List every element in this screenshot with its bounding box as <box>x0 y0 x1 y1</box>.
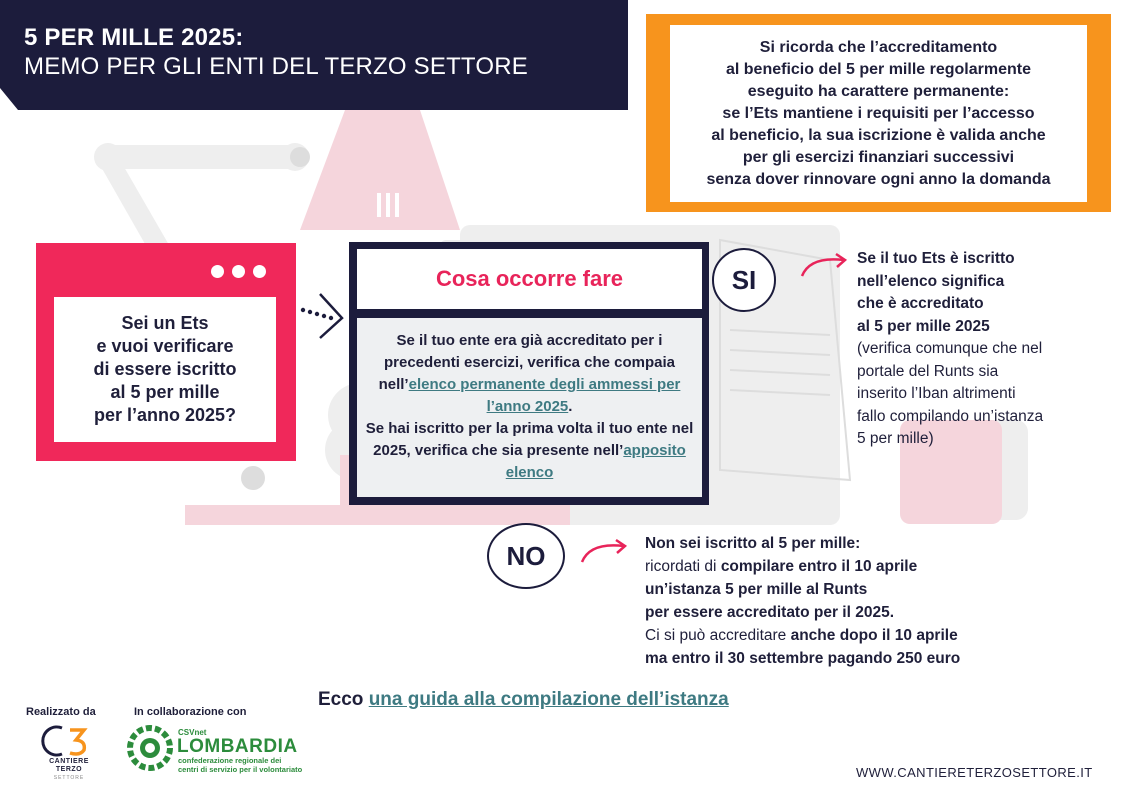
no-line-5-pre: Ci si può accreditare <box>645 627 791 644</box>
no-line-5-bold: anche dopo il 10 aprile <box>790 627 958 644</box>
no-line-3: un’istanza 5 per mille al Runts <box>645 581 868 598</box>
dotted-chevron-icon <box>300 290 346 340</box>
steps-paragraph-2 <box>357 418 702 484</box>
steps-p2-text: Se hai iscritto per la prima volta il tuo ente nel 2025, verifica che sia presente nell’ <box>365 420 694 459</box>
page-title: 5 PER MILLE 2025: <box>24 24 244 51</box>
steps-paragraph-1 <box>357 330 702 418</box>
yes-note-text: (verifica comunque che nel portale del Runts sia inserito l’Iban altrimenti fallo compilando un’istanza 5 per mille) <box>857 340 1044 447</box>
no-line-4: per essere accreditato per il 2025. <box>645 604 895 621</box>
steps-p1-end: . <box>568 398 573 415</box>
guide-line <box>318 689 729 711</box>
collaboration-label: In collaborazione con <box>134 706 247 718</box>
cantiere-logo-text: CANTIERE TERZO <box>49 758 89 773</box>
page-subtitle: MEMO PER GLI ENTI DEL TERZO SETTORE <box>24 53 528 80</box>
question-text: Sei un Ets e vuoi verificare di essere iscritto al 5 per mille per l’anno 2025? <box>93 313 237 425</box>
csvnet-lombardia-label: LOMBARDIA <box>177 736 298 757</box>
steps-body <box>357 318 702 497</box>
guide-pre: Ecco <box>318 689 369 710</box>
no-line-6: ma entro il 30 settembre pagando 250 euro <box>645 650 961 667</box>
reminder-text: Si ricorda che l’accreditamento al beneficio del 5 per mille regolarmente eseguito ha carattere permanente: se l’Ets mantiene i requisiti per l’accesso al beneficio, la sua iscrizione è valida anche per gli esercizi finanziari successivi senza dover rinnovare ogni anno la domanda <box>706 38 1051 188</box>
csvnet-label: CSVnet <box>178 728 207 737</box>
yes-arrow-icon <box>800 252 850 280</box>
cantiere-logo-subtext: SETTORE <box>53 775 85 781</box>
no-explanation <box>645 532 1065 670</box>
guide-link[interactable]: una guida alla compilazione dell’istanza <box>368 689 729 710</box>
window-dot-icon <box>211 265 224 278</box>
no-line-2-pre: ricordati di <box>645 558 721 575</box>
no-line-2 <box>645 555 1065 578</box>
window-dot-icon <box>253 265 266 278</box>
steps-p1-text: Se il tuo ente era già accreditato per i precedenti esercizi, verifica che compaia nell’ <box>378 332 675 393</box>
csvnet-logo-icon <box>126 724 174 772</box>
website-url: WWW.CANTIERETERZOSETTORE.IT <box>856 765 1093 780</box>
question-box <box>54 297 276 442</box>
window-dots-icon <box>211 265 266 278</box>
question-window <box>36 243 296 461</box>
csvnet-description: confederazione regionale dei centri di servizio per il volontariato <box>178 756 303 774</box>
no-arrow-icon <box>580 538 630 566</box>
reminder-box <box>670 25 1087 202</box>
window-dot-icon <box>232 265 245 278</box>
no-line-5 <box>645 624 1065 647</box>
yes-explanation <box>857 248 1107 451</box>
specific-list-link[interactable]: apposito elenco <box>505 442 686 481</box>
yes-badge: SI <box>712 248 776 312</box>
permanent-list-link[interactable]: elenco permanente degli ammessi per l’anno 2025 <box>408 376 681 415</box>
steps-title-box <box>357 249 702 309</box>
no-line-1: Non sei iscritto al 5 per mille: <box>645 535 861 552</box>
yes-bold-text: Se il tuo Ets è iscritto nell’elenco significa che è accreditato al 5 per mille 2025 <box>857 250 1015 335</box>
steps-title: Cosa occorre fare <box>435 266 624 291</box>
made-by-label: Realizzato da <box>26 706 96 718</box>
no-badge: NO <box>487 523 565 589</box>
no-line-2-bold: compilare entro il 10 aprile <box>720 558 918 575</box>
